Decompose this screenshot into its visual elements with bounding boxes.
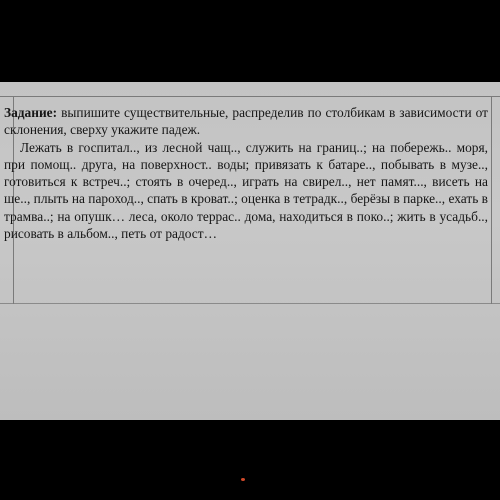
exercise-text: Лежать в госпитал.., из лесной чащ.., служить на границ..; на побережь.. моря, при помощ.. друга, на поверхност.. воды; привязать к батаре.., побывать в музе.., готовиться к встреч..; стоять в очеред.., играть на свирел.., нет памят..., висеть на ше.., плыть на пароход.., спать в кроват..; оценка в тетрадк.., берёзы в парке.., ехать в трамва..; на опушк… леса, около террас.. дома, находиться в поко..; жить в усадьб.., рисовать в альбом.., петь от радост…	[4, 139, 488, 242]
table-right-border	[491, 96, 492, 304]
red-dot-mark	[241, 478, 245, 481]
task-instruction-text: выпишите существительные, распределив по столбикам в зависимости от склонения, сверху укажите падеж.	[4, 105, 488, 138]
task-heading: Задание:	[4, 105, 58, 120]
task-block	[4, 104, 488, 242]
task-instruction	[4, 104, 488, 139]
table-bottom-border	[0, 303, 500, 304]
table-top-border	[0, 96, 500, 97]
